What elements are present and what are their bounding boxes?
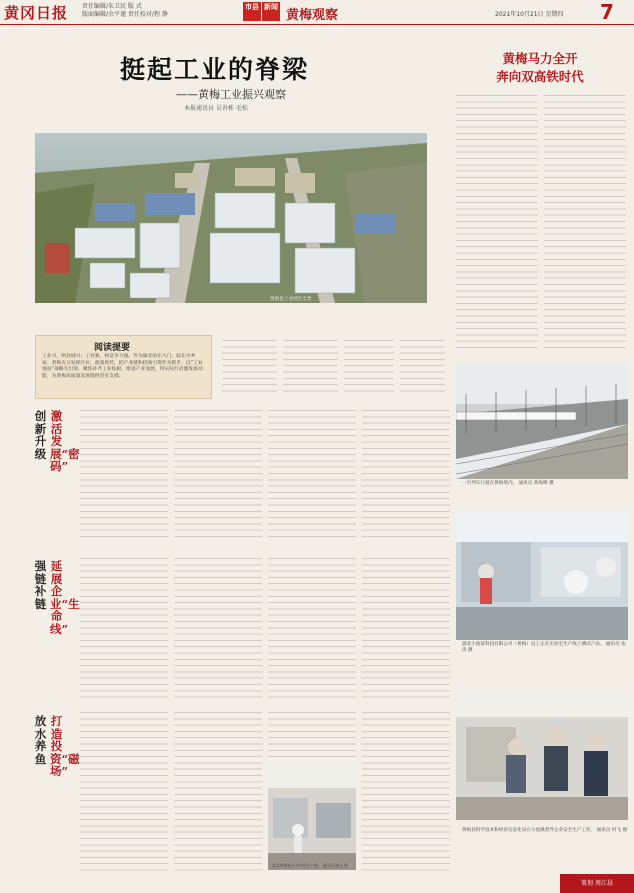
body-column-3d (362, 712, 450, 872)
section-head-3-line2: 放水养鱼 (34, 714, 47, 766)
section-head-3-quote: “磁场” (50, 751, 80, 778)
intro-column-3 (344, 340, 394, 392)
industrial-park-photo (35, 133, 427, 303)
lab-photo (456, 512, 628, 640)
body-column-3b (174, 712, 262, 872)
body-column-1a (80, 410, 168, 540)
body-column-1d (362, 410, 450, 540)
body-column-3c (268, 712, 356, 762)
body-column-1b (174, 410, 262, 540)
section-head-1-quote: “密码” (50, 446, 80, 473)
side-headline-line-2: 奔向双高铁时代 (496, 69, 584, 84)
factory-photo (268, 768, 356, 870)
editors-line-1: 责任编辑/朱卫民 版 式 (82, 3, 142, 10)
body-column-2a (80, 558, 168, 698)
intro-column-2 (283, 340, 338, 392)
section-head-1-line1-text: 激活发展 (50, 409, 63, 461)
side-article-column-1 (456, 95, 538, 353)
intro-column-4 (400, 340, 445, 392)
section-title: 黄梅观察 (286, 8, 339, 23)
footer-credit: 策划 周江晨 (560, 874, 634, 893)
factory-photo-caption: 湖北黄梅某企业车间生产线。 通讯员 谢文 摄 (272, 863, 348, 868)
reading-abstract-box (35, 335, 212, 399)
section-head-1-line1 (50, 409, 80, 473)
main-byline: 本报通讯员 吴善栋 毛松 (184, 105, 248, 112)
section-seal-1: 市县 (243, 2, 261, 21)
lab-illustration (456, 512, 628, 640)
meeting-photo-caption: 黄梅县科学技术和经济信息化局在小池镇督导企业安全生产工作。 通讯员 何飞 摄 (462, 828, 628, 833)
body-column-2c (268, 558, 356, 698)
section-head-2-line1-text: 延展企业 (50, 559, 63, 611)
body-column-2d (362, 558, 450, 698)
section-seal-2: 新闻 (262, 2, 280, 21)
section-head-2-line2: 强链补链 (34, 559, 47, 611)
newspaper-logo: 黄冈日报 (4, 4, 69, 22)
industrial-park-illustration (35, 133, 427, 303)
side-article-column-2 (544, 95, 626, 353)
editors-line-2: 版面编辑/余平谨 责任校对/程 静 (82, 11, 168, 18)
meeting-illustration (456, 692, 628, 820)
editors-credit (82, 3, 168, 19)
side-headline-line-1: 黄梅马力全开 (502, 51, 578, 66)
main-headline: 挺起工业的脊梁 (120, 55, 310, 84)
section-head-3-line1 (50, 714, 80, 778)
section-head-3 (34, 714, 80, 825)
page-number: 7 (600, 0, 614, 24)
section-head-2 (34, 559, 80, 670)
factory-illustration (268, 768, 356, 870)
abstract-title: 阅读提要 (94, 343, 131, 353)
side-article-headline (470, 50, 610, 86)
intro-column-1 (222, 340, 277, 392)
meeting-photo (456, 692, 628, 820)
lab-photo-caption: 湖北小池某科技有限公司（黄梅）员工正在实验室生产线上测试产品。 通讯员 张涛 摄 (462, 642, 626, 653)
rail-photo (456, 364, 628, 479)
body-column-3a (80, 712, 168, 872)
rail-photo-caption: 一台列车行驶在黄梅境内。 通讯员 蒋海峰 摄 (462, 481, 554, 486)
body-column-2b (174, 558, 262, 698)
section-head-1-line2: 创新升级 (34, 409, 47, 461)
section-head-1 (34, 409, 80, 520)
rail-illustration (456, 364, 628, 479)
issue-date: 2021年10月21日 星期四 (495, 11, 564, 18)
abstract-text: 工业兴，则县域兴；工业强，则竞争力强。作为湖北的东大门，皖东水乡家、黄梅充分发挥区位、政策优势，把产业链和招商引资作为抓手，以“工业强县”战略为引领，聚焦补齐工业短板，推进产业发展，用实际行动激发新动能，为黄梅高质量发展提供坚实支撑。 (42, 354, 203, 379)
section-head-2-line1 (50, 559, 80, 636)
section-head-2-quote: “生命线” (50, 596, 80, 636)
main-subhead: ——黄梅工业振兴观察 (176, 88, 286, 101)
section-head-3-line1-text: 打造投资 (50, 714, 63, 766)
body-column-1c (268, 410, 356, 540)
main-photo-caption: 黄梅县工业园区全景 (270, 297, 312, 302)
